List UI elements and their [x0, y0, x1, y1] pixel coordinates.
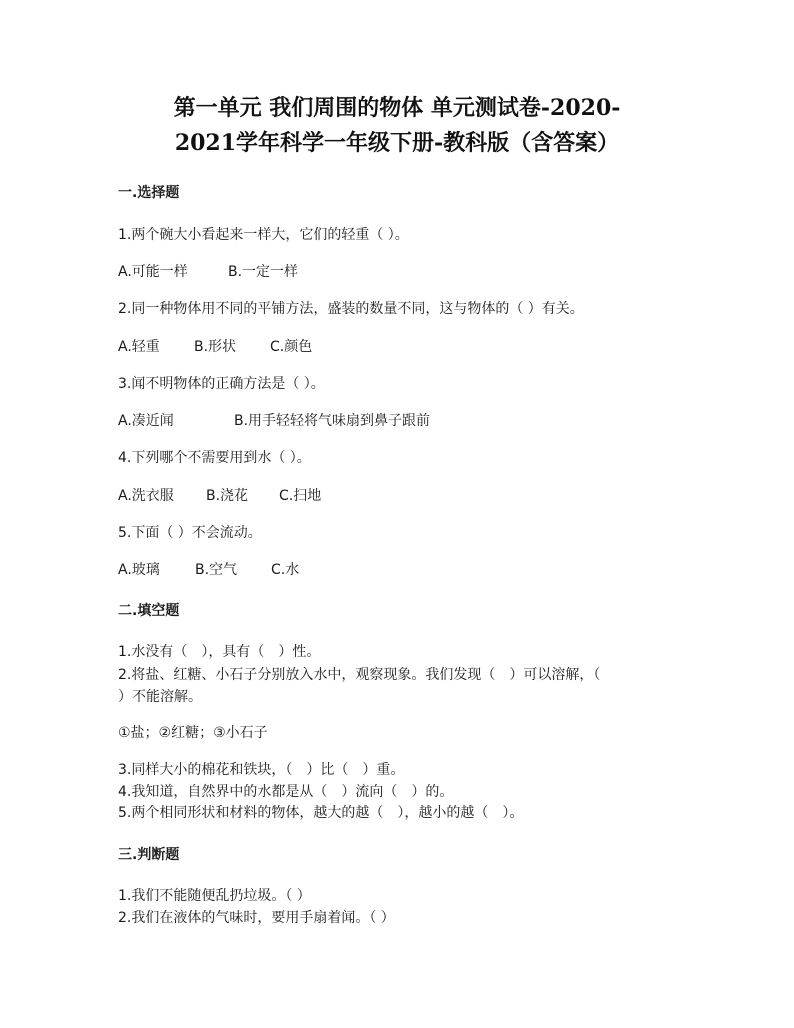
- fill-question-5: 5.两个相同形状和材料的物体，越大的越（ ），越小的越（ ）。: [118, 805, 524, 821]
- choice-question-5-options: [118, 561, 299, 579]
- choice-q3-option-b: B.用手轻轻将气味扇到鼻子跟前: [234, 413, 431, 429]
- choice-question-1: 1.两个碗大小看起来一样大，它们的轻重（ ）。: [118, 227, 409, 243]
- choice-question-4: 4.下列哪个不需要用到水（ ）。: [118, 450, 311, 466]
- choice-q2-option-c: C.颜色: [270, 339, 313, 355]
- choice-q2-option-a: A.轻重: [118, 339, 160, 355]
- section-heading-choice: 一.选择题: [118, 185, 180, 201]
- fill-question-2-line-2: ）不能溶解。: [118, 689, 202, 705]
- choice-q2-option-b: B.形状: [194, 339, 237, 355]
- choice-q5-option-c: C.水: [271, 562, 300, 578]
- choice-q3-option-a: A.凑近闻: [118, 413, 174, 429]
- fill-question-2-options: ①盐；②红糖；③小石子: [118, 725, 268, 741]
- choice-q4-option-b: B.浇花: [206, 488, 249, 504]
- document-title-line-1: 第一单元 我们周围的物体 单元测试卷-2020-: [173, 95, 621, 121]
- choice-question-2: 2.同一种物体用不同的平铺方法，盛装的数量不同，这与物体的（ ）有关。: [118, 301, 584, 317]
- choice-q5-option-a: A.玻璃: [118, 562, 160, 578]
- choice-question-3-options: [118, 412, 430, 430]
- choice-q1-option-a: A.可能一样: [118, 264, 188, 280]
- judge-question-1: 1.我们不能随便乱扔垃圾。（ ）: [118, 888, 311, 904]
- choice-question-2-options: [118, 338, 312, 356]
- choice-question-1-options: [118, 263, 298, 281]
- fill-question-2-line-1: 2.将盐、红糖、小石子分别放入水中，观察现象。我们发现（ ）可以溶解，（: [118, 667, 601, 683]
- choice-q4-option-a: A.洗衣服: [118, 488, 174, 504]
- document-title-line-2: 2021学年科学一年级下册-教科版（含答案）: [174, 130, 620, 156]
- fill-question-3: 3.同样大小的棉花和铁块，（ ）比（ ）重。: [118, 762, 405, 778]
- fill-question-1: 1.水没有（ ），具有（ ）性。: [118, 644, 321, 660]
- choice-question-3: 3.闻不明物体的正确方法是（ ）。: [118, 376, 325, 392]
- choice-q1-option-b: B.一定一样: [228, 264, 299, 280]
- fill-question-4: 4.我知道，自然界中的水都是从（ ）流向（ ）的。: [118, 784, 454, 800]
- section-heading-judge: 三.判断题: [118, 847, 180, 863]
- choice-q4-option-c: C.扫地: [279, 488, 322, 504]
- choice-question-4-options: [118, 487, 321, 505]
- choice-q5-option-b: B.空气: [195, 562, 238, 578]
- choice-question-5: 5.下面（ ）不会流动。: [118, 525, 262, 541]
- section-heading-fill: 二.填空题: [118, 603, 180, 619]
- judge-question-2: 2.我们在液体的气味时，要用手扇着闻。（ ）: [118, 910, 395, 926]
